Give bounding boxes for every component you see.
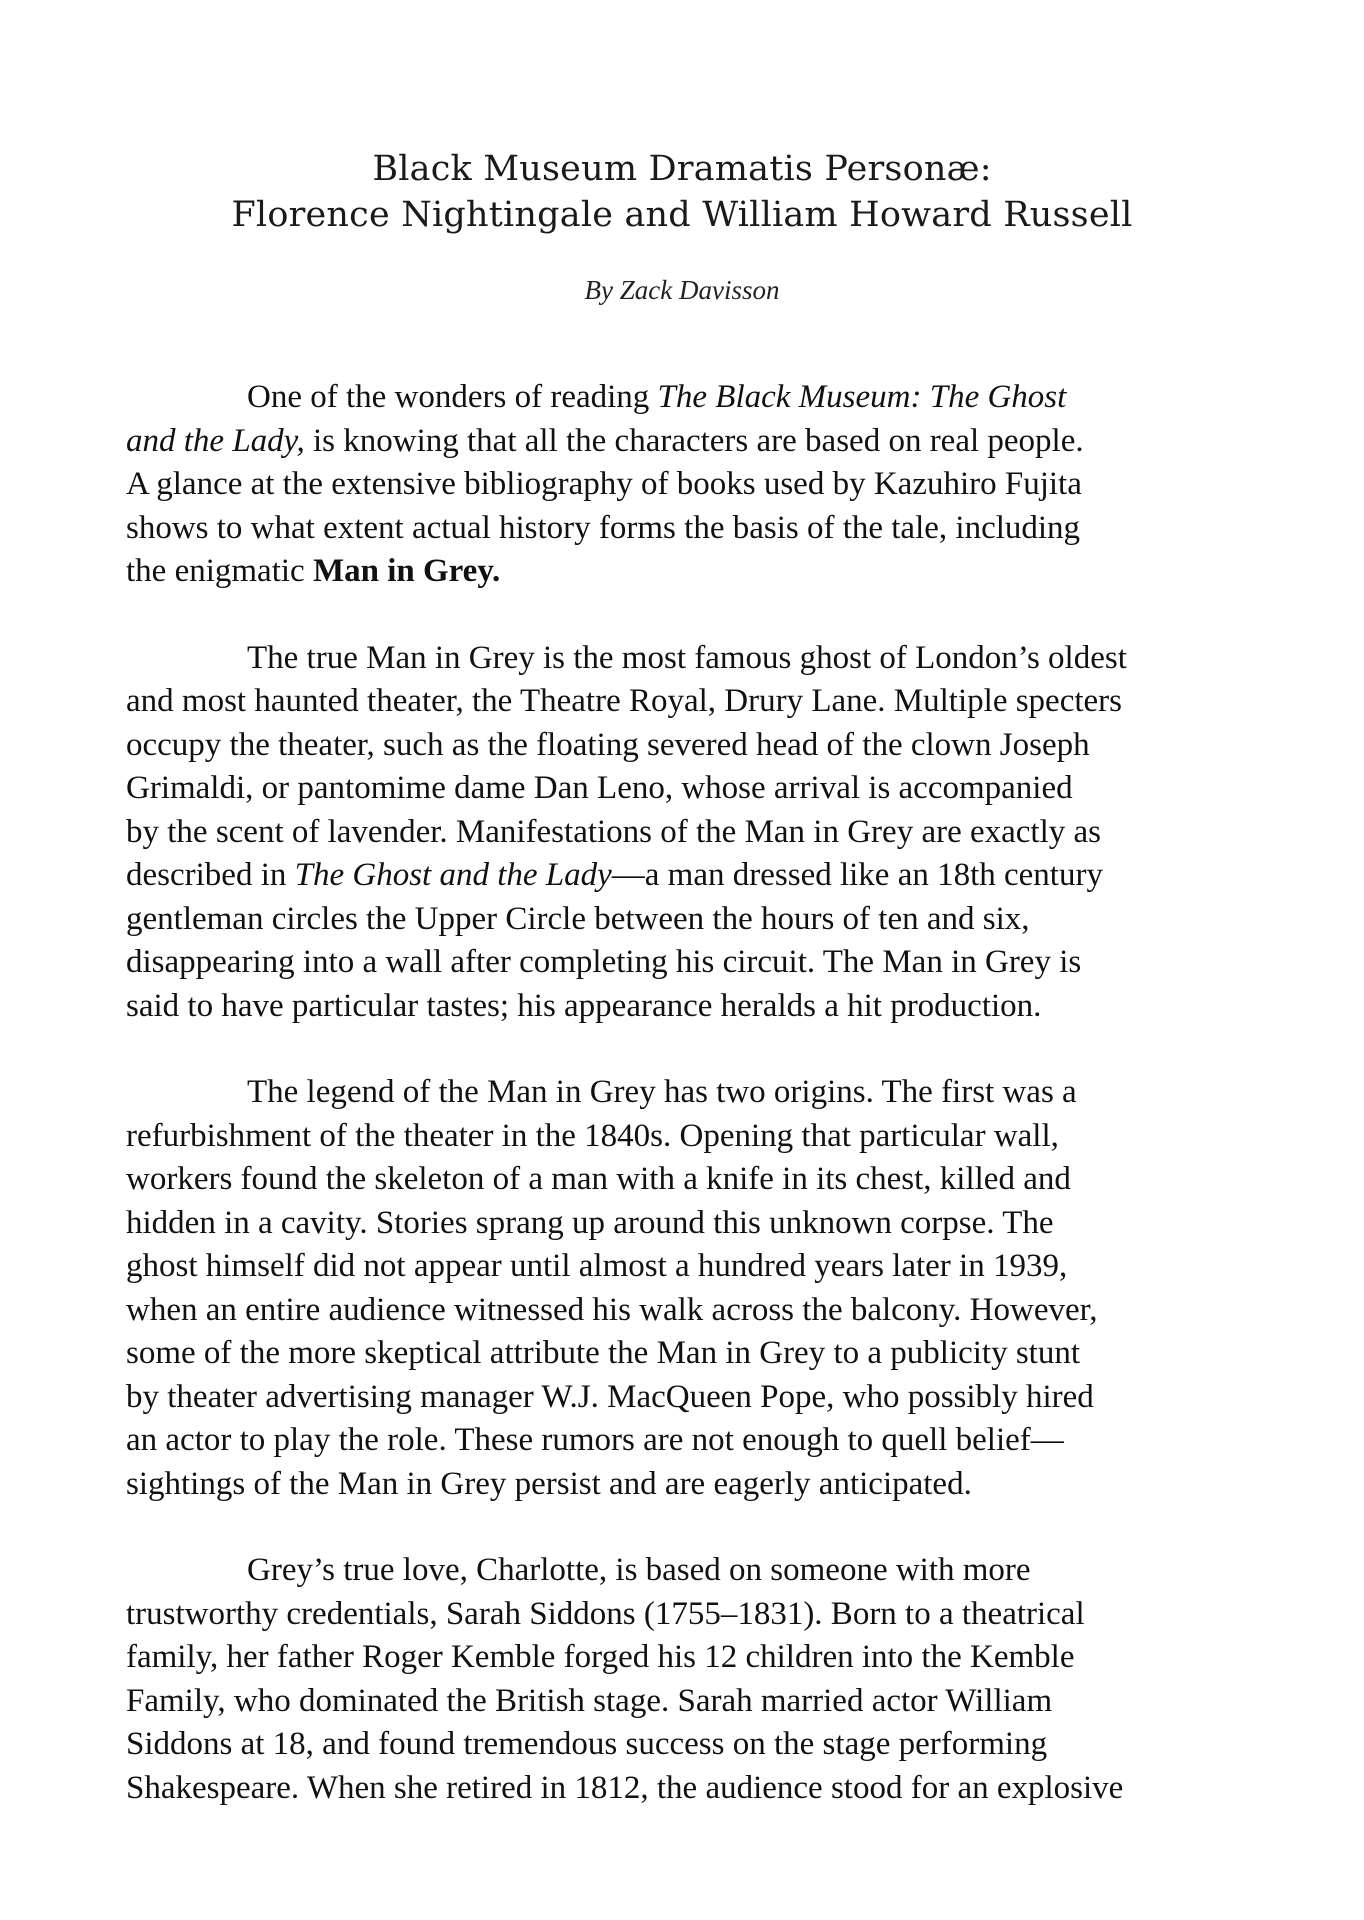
- text-line: [126, 1636, 1246, 1680]
- author-byline: By Zack Davisson: [584, 275, 780, 305]
- paragraph: [126, 1071, 1246, 1506]
- paragraph: [126, 637, 1246, 1029]
- text-line: [126, 463, 1246, 507]
- text-run: Grey’s true love, Charlotte, is based on someone with more: [247, 1552, 1031, 1588]
- title-line-1: Black Museum Dramatis Personæ:: [372, 149, 992, 189]
- text-run: sightings of the Man in Grey persist and are eagerly anticipated.: [126, 1465, 972, 1502]
- article-body: [126, 376, 1246, 1853]
- text-run: by the scent of lavender. Manifestations of the Man in Grey are exactly as: [126, 813, 1101, 850]
- title-line-2: Florence Nightingale and William Howard Russell: [231, 195, 1133, 235]
- paragraph: [126, 376, 1246, 594]
- text-run: some of the more skeptical attribute the Man in Grey to a publicity stunt: [126, 1335, 1081, 1371]
- text-line: [126, 767, 1246, 811]
- text-run: One of the wonders of reading: [247, 379, 658, 415]
- text-run: by theater advertising manager W.J. MacQueen Pope, who possibly hired: [126, 1378, 1094, 1415]
- text-run: said to have particular tastes; his appearance heralds a hit production.: [126, 987, 1042, 1024]
- text-line: [126, 507, 1246, 551]
- text-run: shows to what extent actual history forms the basis of the tale, including: [126, 509, 1081, 546]
- italic-text: and the Lady,: [126, 422, 305, 459]
- text-run: —a man dressed like an 18th century: [611, 857, 1103, 893]
- text-line: [126, 1332, 1246, 1376]
- text-run: and most haunted theater, the Theatre Royal, Drury Lane. Multiple specters: [126, 683, 1122, 719]
- text-line: [126, 724, 1246, 768]
- text-line: [126, 637, 1246, 681]
- text-run: The legend of the Man in Grey has two origins. The first was a: [247, 1074, 1077, 1110]
- text-line: [126, 1202, 1246, 1246]
- text-line: [126, 1723, 1246, 1767]
- text-line: [126, 1289, 1246, 1333]
- text-run: family, her father Roger Kemble forged his 12 children into the Kemble: [126, 1639, 1075, 1675]
- italic-text: The Black Museum: The Ghost: [657, 379, 1067, 415]
- text-run: trustworthy credentials, Sarah Siddons (1755–1831). Born to a theatrical: [126, 1595, 1085, 1632]
- text-run: is knowing that all the characters are based on real people.: [304, 422, 1084, 459]
- text-line: [126, 1245, 1246, 1289]
- text-line: [126, 1158, 1246, 1202]
- text-line: [126, 985, 1246, 1029]
- text-line: [126, 854, 1246, 898]
- text-run: the enigmatic: [126, 553, 313, 589]
- text-run: gentleman circles the Upper Circle between the hours of ten and six,: [126, 900, 1030, 937]
- text-line: [126, 1549, 1246, 1593]
- text-line: [126, 1071, 1246, 1115]
- bold-text: Man in Grey.: [312, 553, 501, 589]
- text-run: when an entire audience witnessed his walk across the balcony. However,: [126, 1291, 1098, 1328]
- text-run: Shakespeare. When she retired in 1812, the audience stood for an explosive: [126, 1769, 1124, 1806]
- text-line: [126, 941, 1246, 985]
- paragraph: [126, 1549, 1246, 1810]
- text-run: an actor to play the role. These rumors are not enough to quell belief—: [126, 1422, 1064, 1458]
- text-line: [126, 1767, 1246, 1811]
- text-run: disappearing into a wall after completing his circuit. The Man in Grey is: [126, 944, 1082, 980]
- text-run: The true Man in Grey is the most famous ghost of London’s oldest: [247, 639, 1127, 676]
- text-run: refurbishment of the theater in the 1840s. Opening that particular wall,: [126, 1117, 1059, 1154]
- text-run: Family, who dominated the British stage. Sarah married actor William: [126, 1682, 1053, 1719]
- text-line: [126, 420, 1246, 464]
- text-line: [126, 898, 1246, 942]
- text-line: [126, 1680, 1246, 1724]
- text-run: hidden in a cavity. Stories sprang up around this unknown corpse. The: [126, 1204, 1054, 1241]
- text-run: workers found the skeleton of a man with a knife in its chest, killed and: [126, 1161, 1071, 1197]
- text-line: [126, 1376, 1246, 1420]
- text-run: ghost himself did not appear until almost a hundred years later in 1939,: [126, 1248, 1068, 1284]
- text-line: [126, 1115, 1246, 1159]
- text-run: Siddons at 18, and found tremendous success on the stage performing: [126, 1726, 1048, 1762]
- text-line: [126, 811, 1246, 855]
- italic-text: The Ghost and the Lady: [294, 857, 612, 893]
- text-run: A glance at the extensive bibliography of books used by Kazuhiro Fujita: [126, 466, 1082, 502]
- text-line: [126, 550, 1246, 594]
- text-run: Grimaldi, or pantomime dame Dan Leno, whose arrival is accompanied: [126, 770, 1073, 806]
- article-title: [0, 146, 1364, 238]
- text-line: [126, 376, 1246, 420]
- text-run: described in: [126, 857, 295, 893]
- text-line: [126, 1463, 1246, 1507]
- text-line: [126, 1593, 1246, 1637]
- text-run: occupy the theater, such as the floating severed head of the clown Joseph: [126, 726, 1090, 763]
- text-line: [126, 680, 1246, 724]
- text-line: [126, 1419, 1246, 1463]
